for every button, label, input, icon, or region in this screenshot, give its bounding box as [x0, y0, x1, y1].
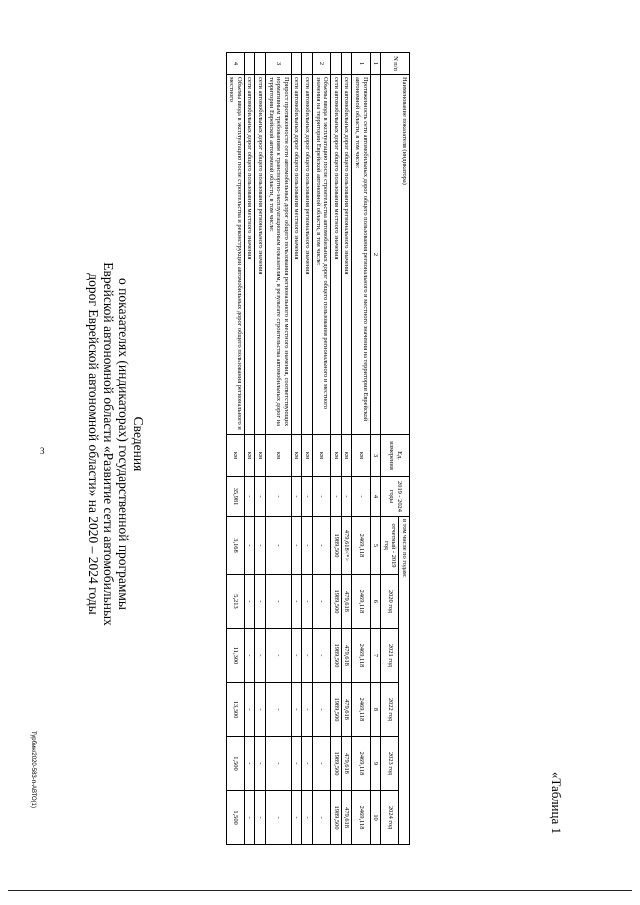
header-num: N п/п	[381, 53, 410, 75]
value-2021: -	[244, 629, 255, 683]
col-number: 5	[370, 517, 381, 575]
row-number	[255, 53, 266, 75]
value-2024: -	[291, 791, 302, 845]
value-2024: -	[266, 791, 292, 845]
col-number: 6	[370, 575, 381, 629]
indicator-name: Объемы ввода в эксплуатацию после строительства автомобильных дорог общего пользования регионального и местного значения на территории Еврейской автономной области, в том числе:	[313, 75, 331, 435]
value-2023: -	[266, 737, 292, 791]
unit: км	[291, 435, 302, 477]
row-number	[302, 53, 313, 75]
value-2024: -	[302, 791, 313, 845]
value-2020: 5,213	[226, 575, 244, 629]
header-total: 2019 - 2024 годы	[381, 477, 410, 517]
unit: км	[352, 435, 370, 477]
table-tag: «Таблица 1	[549, 771, 564, 834]
value-2020: -	[255, 575, 266, 629]
indicator-name: сети автомобильных дорог общего пользования регионального значения	[341, 75, 352, 435]
value-2020: -	[291, 575, 302, 629]
unit: км	[331, 435, 342, 477]
value-2022: -	[255, 683, 266, 737]
title-line-2: о показателях (индикаторах) государственной программы	[116, 277, 131, 610]
value-2019: -	[244, 517, 255, 575]
value-2022: 13,300	[226, 683, 244, 737]
table-row	[302, 53, 313, 845]
value-2020: 1989,500	[331, 575, 342, 629]
value-2023: 1,500	[226, 737, 244, 791]
total-value: -	[255, 477, 266, 517]
col-number: 8	[370, 683, 381, 737]
value-2024: -	[255, 791, 266, 845]
landscape-sheet	[22, 24, 570, 864]
indicator-name: сети автомобильных дорог общего пользования местного значения	[291, 75, 302, 435]
table-row	[266, 53, 292, 845]
header-2023: 2023 год	[381, 737, 399, 791]
document-footer: Турбин/2020-583-п-АВТО(1)	[30, 731, 36, 808]
row-number: 2	[313, 53, 331, 75]
value-2022: -	[313, 683, 331, 737]
row-number: 4	[226, 53, 244, 75]
value-2019: 2469,118	[352, 517, 370, 575]
value-2019: 1989,500	[331, 517, 342, 575]
value-2021: -	[313, 629, 331, 683]
value-2024: 1989,500	[331, 791, 342, 845]
total-value: -	[341, 477, 352, 517]
value-2024: 479,618	[341, 791, 352, 845]
indicators-table	[226, 52, 410, 845]
value-2022: -	[291, 683, 302, 737]
value-2022: -	[244, 683, 255, 737]
value-2022: 479,618	[341, 683, 352, 737]
header-report-year: отчетный - 2019 год	[381, 517, 399, 575]
col-number: 9	[370, 737, 381, 791]
table-row	[352, 53, 370, 845]
row-number: 3	[266, 53, 292, 75]
indicator-name: сети автомобильных дорог общего пользования регионального значения	[302, 75, 313, 435]
value-2020: 2469,118	[352, 575, 370, 629]
col-number: 1	[370, 53, 381, 75]
table-row	[244, 53, 255, 845]
col-number: 2	[370, 75, 381, 435]
table-row	[341, 53, 352, 845]
title-line-4: дорог Еврейской автономной области» на 2020 – 2024 годы	[86, 273, 101, 615]
indicator-name: сети автомобильных дорог общего пользования местного значения	[244, 75, 255, 435]
title-line-1: Сведения	[131, 416, 146, 472]
indicator-name: Объемы ввода в эксплуатацию после строительства и реконструкции автомобильных дорог общего пользования регионального и местного	[226, 75, 244, 435]
indicator-name: Прирост протяженности сети автомобильных дорог общего пользования регионального и местного значения, соответствующих нормативным требованиям к транспортно-эксплуатационным показателям, в результате строительства автомобильных дорог на территории Еврейской автономной области, в том числе:	[266, 75, 292, 435]
row-number: 1	[352, 53, 370, 75]
unit: км	[255, 435, 266, 477]
total-value: -	[331, 477, 342, 517]
row-number	[341, 53, 352, 75]
unit: км	[244, 435, 255, 477]
header-2022: 2022 год	[381, 683, 399, 737]
value-2019: -	[313, 517, 331, 575]
col-number: 3	[370, 435, 381, 477]
value-2021: -	[291, 629, 302, 683]
total-value: -	[291, 477, 302, 517]
value-2022: -	[302, 683, 313, 737]
value-2024: 2469,118	[352, 791, 370, 845]
unit: км	[302, 435, 313, 477]
value-2021: 479,618	[341, 629, 352, 683]
header-2024: 2024 год	[381, 791, 399, 845]
value-2024: 1,500	[226, 791, 244, 845]
total-value: 35,981	[226, 477, 244, 517]
value-2023: -	[291, 737, 302, 791]
value-2021: -	[266, 629, 292, 683]
header-by-years: в том числе по годам:	[399, 517, 410, 845]
total-value: -	[244, 477, 255, 517]
value-2023: -	[302, 737, 313, 791]
value-2023: -	[244, 737, 255, 791]
title-line-3: Еврейской автономной области «Развитие сети автомобильных	[101, 262, 116, 626]
header-name: Наименование показателя (индикатора)	[381, 75, 410, 435]
total-value: -	[313, 477, 331, 517]
total-value: -	[266, 477, 292, 517]
indicator-name: Протяженность сети автомобильных дорог общего пользования регионального и местного значения на территории Еврейской автономной области, в том числе:	[352, 75, 370, 435]
unit: км	[341, 435, 352, 477]
total-value: -	[352, 477, 370, 517]
column-number-row	[370, 53, 381, 845]
header-2021: 2021 год	[381, 629, 399, 683]
bottom-divider	[8, 890, 632, 891]
row-number	[331, 53, 342, 75]
value-2020: -	[313, 575, 331, 629]
header-2020: 2020 год	[381, 575, 399, 629]
indicator-name: сети автомобильных дорог общего пользования регионального значения	[255, 75, 266, 435]
value-2022: 1989,500	[331, 683, 342, 737]
value-2024: -	[313, 791, 331, 845]
value-2023: -	[255, 737, 266, 791]
value-2023: 1989,500	[331, 737, 342, 791]
col-number: 7	[370, 629, 381, 683]
value-2020: -	[302, 575, 313, 629]
row-number	[291, 53, 302, 75]
unit: км	[313, 435, 331, 477]
value-2019: -	[302, 517, 313, 575]
unit: км	[266, 435, 292, 477]
header-unit: Ед. измерения	[381, 435, 410, 477]
table-row	[255, 53, 266, 845]
value-2019: -	[255, 517, 266, 575]
col-number: 4	[370, 477, 381, 517]
table-row	[313, 53, 331, 845]
value-2021: -	[302, 629, 313, 683]
table-body	[226, 53, 370, 845]
value-2019: -	[291, 517, 302, 575]
row-number	[244, 53, 255, 75]
value-2020: 479,618	[341, 575, 352, 629]
value-2021: 2469,118	[352, 629, 370, 683]
document-title	[86, 64, 146, 824]
value-2019: 3,168	[226, 517, 244, 575]
col-number: 10	[370, 791, 381, 845]
value-2023: 479,618	[341, 737, 352, 791]
table-row	[331, 53, 342, 845]
value-2022: -	[266, 683, 292, 737]
total-value: -	[302, 477, 313, 517]
value-2023: 2469,118	[352, 737, 370, 791]
value-2020: -	[266, 575, 292, 629]
value-2021: 11,300	[226, 629, 244, 683]
value-2022: 2469,118	[352, 683, 370, 737]
value-2019: -	[266, 517, 292, 575]
value-2023: -	[313, 737, 331, 791]
value-2020: -	[244, 575, 255, 629]
table-row	[291, 53, 302, 845]
indicator-name: сети автомобильных дорог общего пользования местного значения	[331, 75, 342, 435]
unit: км	[226, 435, 244, 477]
value-2019: 479,618<*>	[341, 517, 352, 575]
header-row-1	[399, 53, 410, 845]
value-2021: 1989,500	[331, 629, 342, 683]
value-2024: -	[244, 791, 255, 845]
value-2021: -	[255, 629, 266, 683]
page-number: 3	[40, 446, 45, 456]
table-row	[226, 53, 244, 845]
